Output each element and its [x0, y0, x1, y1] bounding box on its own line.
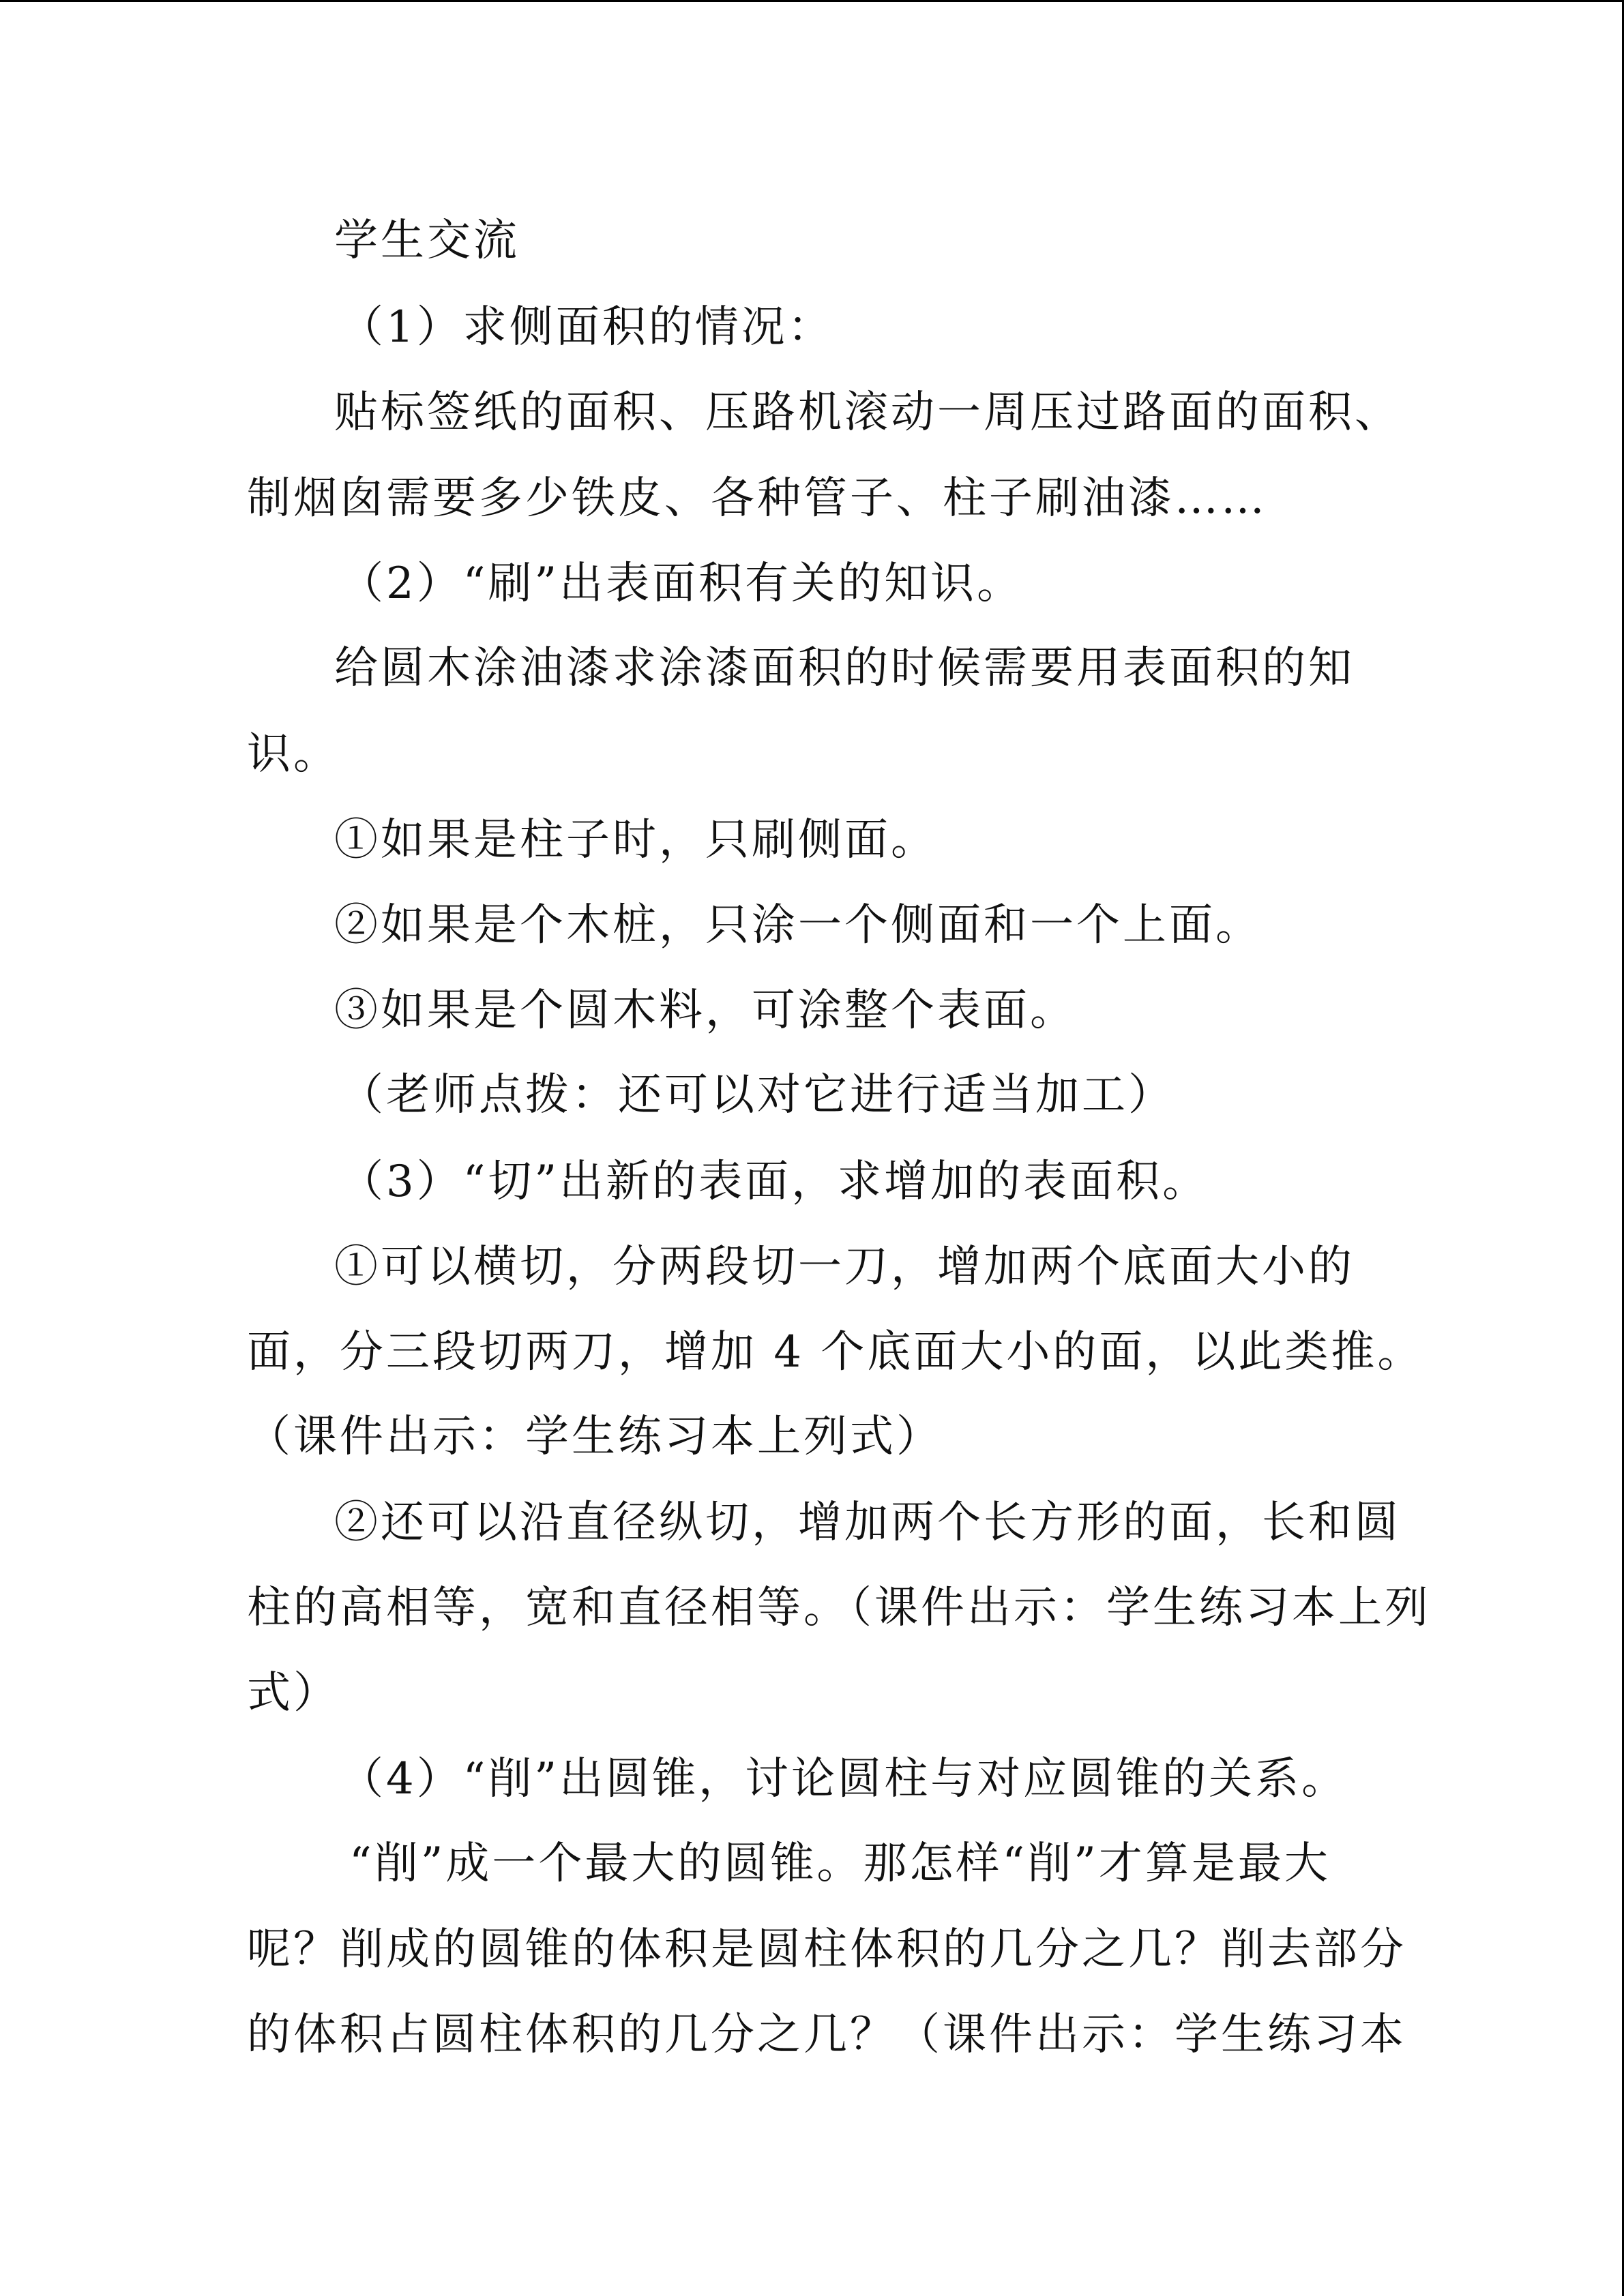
text-line: “削”成一个最大的圆锥。那怎样“削”才算是最大 — [349, 1838, 1331, 1889]
text-line: ③如果是个圆木料，可涂整个表面。 — [334, 985, 1076, 1036]
text-line: （2）“刷”出表面积有关的知识。 — [340, 558, 1024, 609]
text-line: ②还可以沿直径纵切，增加两个长方形的面，长和圆 — [334, 1497, 1401, 1548]
text-line: （老师点拨：还可以对它进行适当加工） — [340, 1070, 1175, 1120]
text-line: 制烟囱需要多少铁皮、各种管子、柱子刷油漆…… — [247, 473, 1267, 524]
text-line: 式） — [247, 1668, 340, 1718]
text-line: 识。 — [247, 729, 340, 779]
text-line: ①如果是柱子时，只刷侧面。 — [334, 815, 937, 865]
text-line: （4）“削”出圆锥，讨论圆柱与对应圆锥的关系。 — [340, 1754, 1348, 1804]
text-line: 柱的高相等，宽和直径相等。（课件出示：学生练习本上列 — [247, 1583, 1431, 1633]
text-line: （3）“切”出新的表面，求增加的表面积。 — [340, 1157, 1209, 1207]
text-line: 的体积占圆柱体积的几分之几？（课件出示：学生练习本 — [247, 2010, 1406, 2060]
text-line: 面，分三段切两刀，增加 4 个底面大小的面，以此类推。 — [247, 1327, 1424, 1377]
text-line: （课件出示：学生练习本上列式） — [247, 1412, 943, 1462]
text-line: 学生交流 — [334, 215, 520, 266]
text-line: 贴标签纸的面积、压路机滚动一周压过路面的面积、 — [334, 387, 1401, 438]
text-line: ①可以横切，分两段切一刀，增加两个底面大小的 — [334, 1242, 1355, 1292]
text-line: 给圆木涂油漆求涂漆面积的时候需要用表面积的知 — [334, 643, 1355, 694]
text-line: 呢？削成的圆锥的体积是圆柱体积的几分之几？削去部分 — [247, 1924, 1406, 1975]
text-line: ②如果是个木桩，只涂一个侧面和一个上面。 — [334, 900, 1262, 951]
text-line: （1）求侧面积的情况： — [340, 302, 834, 353]
